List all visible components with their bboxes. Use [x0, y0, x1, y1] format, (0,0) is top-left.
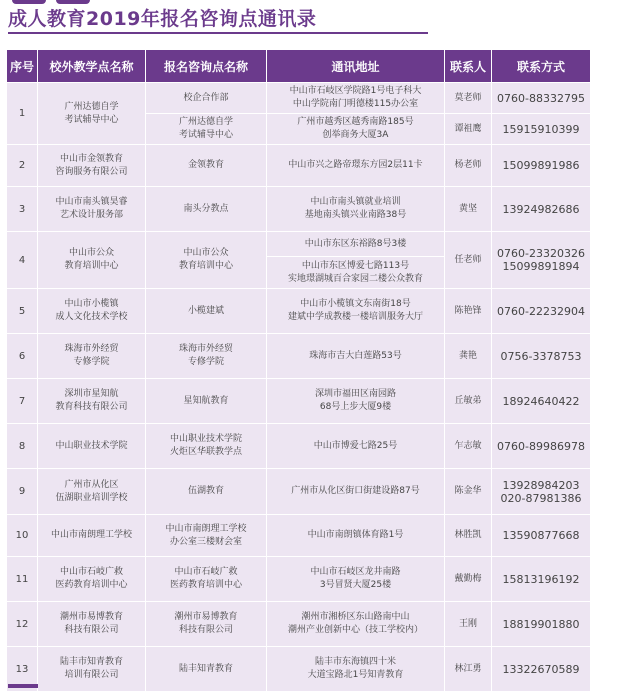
cell-contact: 林胜凯: [445, 515, 492, 557]
cell-contact: 乍志敏: [445, 424, 492, 469]
cell-index: 12: [7, 602, 38, 647]
table-row: [7, 424, 591, 469]
cell-address: 中山市兴之路帝璟东方园2层11卡: [267, 145, 445, 187]
table-row: [7, 515, 591, 557]
cell-index: 1: [7, 83, 38, 145]
table-header-row: [7, 50, 591, 83]
cell-index: 11: [7, 557, 38, 602]
table-row: [7, 232, 591, 257]
table-row: [7, 334, 591, 379]
cell-phone: 13924982686: [492, 187, 591, 232]
cell-school: 深圳市星知航 教育科技有限公司: [38, 379, 146, 424]
cell-point: 潮州市易博教育 科技有限公司: [146, 602, 267, 647]
table-row: [7, 379, 591, 424]
table-row: [7, 602, 591, 647]
cell-phone: 18924640422: [492, 379, 591, 424]
cell-index: 10: [7, 515, 38, 557]
cell-point: 中山市公众 教育培训中心: [146, 232, 267, 289]
cell-phone: 18819901880: [492, 602, 591, 647]
cell-school: 中山市石岐广救 医药教育培训中心: [38, 557, 146, 602]
cell-school: 潮州市易博教育 科技有限公司: [38, 602, 146, 647]
cell-school: 中山职业技术学院: [38, 424, 146, 469]
cell-address: 陆丰市东海镇四十米 大道宝路北1号知青教育: [267, 647, 445, 692]
cell-contact: 谭祖鹰: [445, 114, 492, 145]
cell-contact: 龚艳: [445, 334, 492, 379]
cell-contact: 陈金华: [445, 469, 492, 515]
cell-school: 陆丰市知青教育 培训有限公司: [38, 647, 146, 692]
cell-point: 珠海市外经贸 专修学院: [146, 334, 267, 379]
cell-contact: 戴勤梅: [445, 557, 492, 602]
cell-index: 7: [7, 379, 38, 424]
cell-index: 5: [7, 289, 38, 334]
table-row: [7, 557, 591, 602]
cell-address: 广州市越秀区越秀南路185号 创举商务大厦3A: [267, 114, 445, 145]
cell-index: 3: [7, 187, 38, 232]
cell-index: 9: [7, 469, 38, 515]
cell-school: 珠海市外经贸 专修学院: [38, 334, 146, 379]
cell-school: 广州达德自学 考试辅导中心: [38, 83, 146, 145]
cell-index: 4: [7, 232, 38, 289]
cell-phone: 0760-23320326 15099891894: [492, 232, 591, 289]
cell-point: 金领教育: [146, 145, 267, 187]
cell-address: 中山市东区博爱七路113号 实地璟湖城百合家园二楼公众教育: [267, 257, 445, 289]
cell-point: 广州达德自学 考试辅导中心: [146, 114, 267, 145]
cell-contact: 陈艳锋: [445, 289, 492, 334]
cell-index: 6: [7, 334, 38, 379]
cell-address: 潮州市湘桥区东山路南中山 潮州产业创新中心（技工学校内）: [267, 602, 445, 647]
cell-address: 中山市小榄镇文东南街18号 建斌中学成教楼一楼培训服务大厅: [267, 289, 445, 334]
page-title: 成人教育2019年报名咨询点通讯录: [8, 8, 317, 30]
cell-point: 校企合作部: [146, 83, 267, 114]
cell-point: 星知航教育: [146, 379, 267, 424]
header-point: 报名咨询点名称: [146, 50, 267, 83]
cell-contact: 丘敏弟: [445, 379, 492, 424]
cell-phone: 0756-3378753: [492, 334, 591, 379]
cell-contact: 林江勇: [445, 647, 492, 692]
table-row: [7, 83, 591, 114]
cell-point: 中山职业技术学院 火炬区华联教学点: [146, 424, 267, 469]
cell-phone: 0760-88332795: [492, 83, 591, 114]
cell-contact: 任老师: [445, 232, 492, 289]
header-school: 校外教学点名称: [38, 50, 146, 83]
cell-address: 中山市博爱七路25号: [267, 424, 445, 469]
cell-school: 中山市南头镇昊睿 艺术设计服务部: [38, 187, 146, 232]
bottom-decoration: [8, 684, 38, 688]
cell-school: 中山市南朗理工学校: [38, 515, 146, 557]
cell-phone: 0760-89986978: [492, 424, 591, 469]
header-contact: 联系人: [445, 50, 492, 83]
cell-point: 南头分教点: [146, 187, 267, 232]
cell-phone: 15915910399: [492, 114, 591, 145]
cell-phone: 15099891986: [492, 145, 591, 187]
cell-school: 中山市小榄镇 成人文化技术学校: [38, 289, 146, 334]
cell-phone: 13590877668: [492, 515, 591, 557]
cell-point: 中山市石岐广救 医药教育培训中心: [146, 557, 267, 602]
cell-school: 中山市金领教育 咨询服务有限公司: [38, 145, 146, 187]
cell-contact: 莫老师: [445, 83, 492, 114]
cell-address: 珠海市吉大白莲路53号: [267, 334, 445, 379]
contact-table: [6, 49, 591, 692]
cell-school: 广州市从化区 伍湖职业培训学校: [38, 469, 146, 515]
cell-phone: 13322670589: [492, 647, 591, 692]
header-index: 序号: [7, 50, 38, 83]
table-row: [7, 469, 591, 515]
cell-address: 中山市石岐区龙井南路 3号冒贤大厦25楼: [267, 557, 445, 602]
table-row: [7, 289, 591, 334]
cell-phone: 0760-22232904: [492, 289, 591, 334]
cell-contact: 杨老师: [445, 145, 492, 187]
cell-point: 陆丰知青教育: [146, 647, 267, 692]
cell-school: 中山市公众 教育培训中心: [38, 232, 146, 289]
table-row: [7, 187, 591, 232]
cell-point: 中山市南朗理工学校 办公室三楼财会室: [146, 515, 267, 557]
cell-index: 2: [7, 145, 38, 187]
cell-address: 中山市南朗镇体育路1号: [267, 515, 445, 557]
cell-address: 广州市从化区街口街建设路87号: [267, 469, 445, 515]
cell-contact: 黄坚: [445, 187, 492, 232]
cell-contact: 王刚: [445, 602, 492, 647]
table-row: [7, 145, 591, 187]
cell-address: 中山市南头镇就业培训 基地南头镇兴业南路38号: [267, 187, 445, 232]
cell-address: 中山市东区东裕路8号3楼: [267, 232, 445, 257]
cell-phone: 15813196192: [492, 557, 591, 602]
cell-point: 伍湖教育: [146, 469, 267, 515]
header-address: 通讯地址: [267, 50, 445, 83]
cell-address: 中山市石岐区学院路1号电子科大 中山学院南门明德楼115办公室: [267, 83, 445, 114]
header-phone: 联系方式: [492, 50, 591, 83]
cell-point: 小榄建斌: [146, 289, 267, 334]
cell-index: 8: [7, 424, 38, 469]
title-underline: [8, 32, 428, 34]
cell-index: 13: [7, 647, 38, 692]
cell-phone: 13928984203 020-87981386: [492, 469, 591, 515]
table-row: [7, 647, 591, 692]
cell-address: 深圳市福田区南园路 68号上步大厦9楼: [267, 379, 445, 424]
